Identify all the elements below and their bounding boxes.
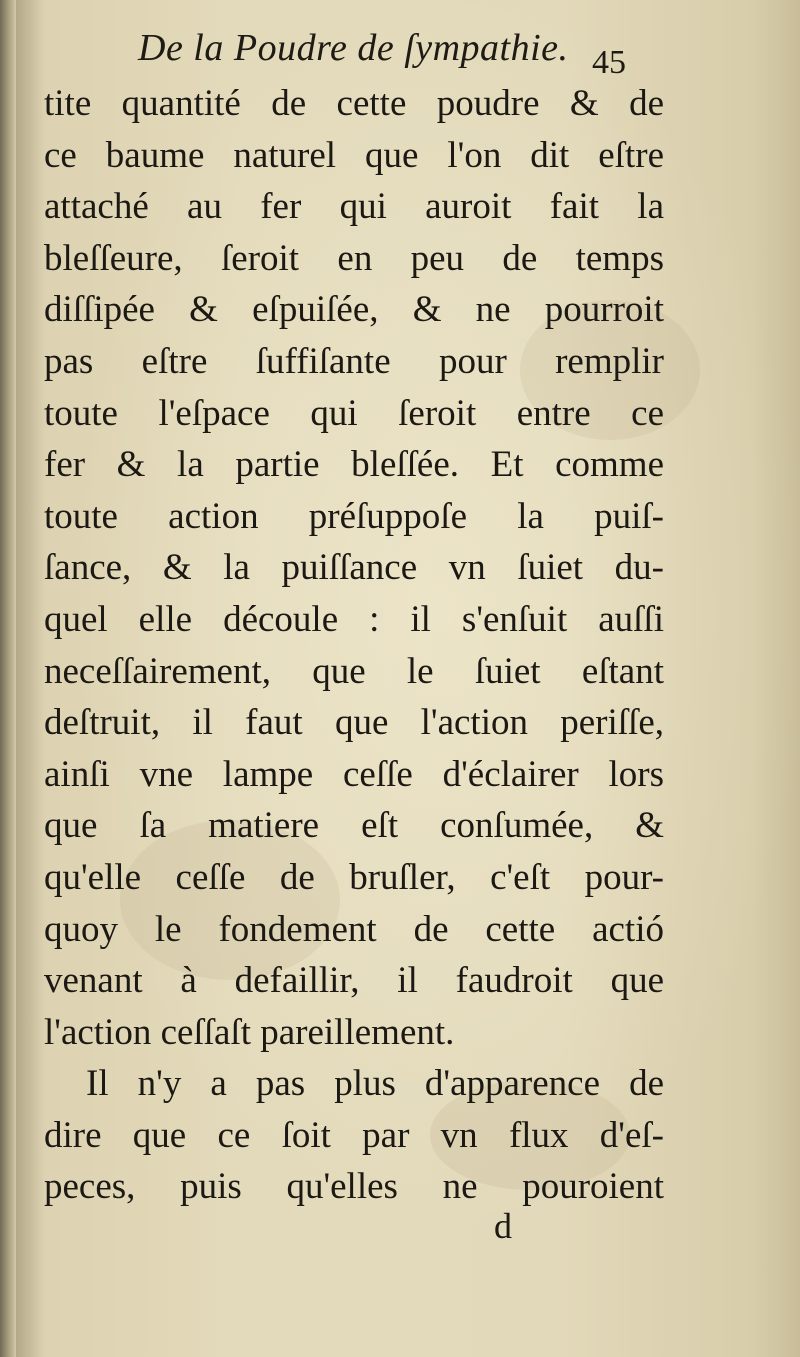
running-head: De la Poudre de ſympathie. xyxy=(138,27,569,69)
binding-gutter xyxy=(0,0,16,1357)
text-line: diſſipée & eſpuiſée, & ne pourroit xyxy=(44,289,664,331)
text-line: bleſſeure, ſeroit en peu de temps xyxy=(44,237,664,279)
text-line: quoy le fondement de cette actió xyxy=(44,908,664,950)
text-line: ſance, & la puiſſance vn ſuiet du- xyxy=(44,547,664,589)
text-line: pas eſtre ſuffiſante pour remplir xyxy=(44,340,664,382)
text-line: venant à defaillir, il faudroit que xyxy=(44,960,664,1002)
page-number: 45 xyxy=(592,44,626,81)
text-line: attaché au fer qui auroit fait la xyxy=(44,186,664,228)
text-line: ce baume naturel que l'on dit eſtre xyxy=(44,134,664,176)
text-line: que ſa matiere eſt conſumée, & xyxy=(44,805,664,847)
text-line: quel elle découle : il s'enſuit auſſi xyxy=(44,598,664,640)
text-block xyxy=(44,78,664,1213)
paragraph-start-line: Il n'y a pas plus d'apparence de xyxy=(86,1063,664,1105)
text-line: dire que ce ſoit par vn flux d'eſ- xyxy=(44,1114,664,1156)
text-line: neceſſairement, que le ſuiet eſtant xyxy=(44,650,664,692)
signature-mark: d xyxy=(494,1206,512,1246)
text-line: tite quantité de cette poudre & de xyxy=(44,83,664,124)
text-line: qu'elle ceſſe de bruſler, c'eſt pour- xyxy=(44,856,664,898)
text-line: toute action préſuppoſe la puiſ- xyxy=(44,495,664,537)
text-line: fer & la partie bleſſée. Et comme xyxy=(44,444,664,486)
paragraph-end-line: l'action ceſſaſt pareillement. xyxy=(44,1011,455,1053)
text-line: toute l'eſpace qui ſeroit entre ce xyxy=(44,392,664,434)
text-line: ainſi vne lampe ceſſe d'éclairer lors xyxy=(44,753,664,795)
text-line: deſtruit, il faut que l'action periſſe, xyxy=(44,702,664,744)
page-fold-shadow xyxy=(16,0,44,1357)
text-line: peces, puis qu'elles ne pouroient xyxy=(44,1166,664,1208)
